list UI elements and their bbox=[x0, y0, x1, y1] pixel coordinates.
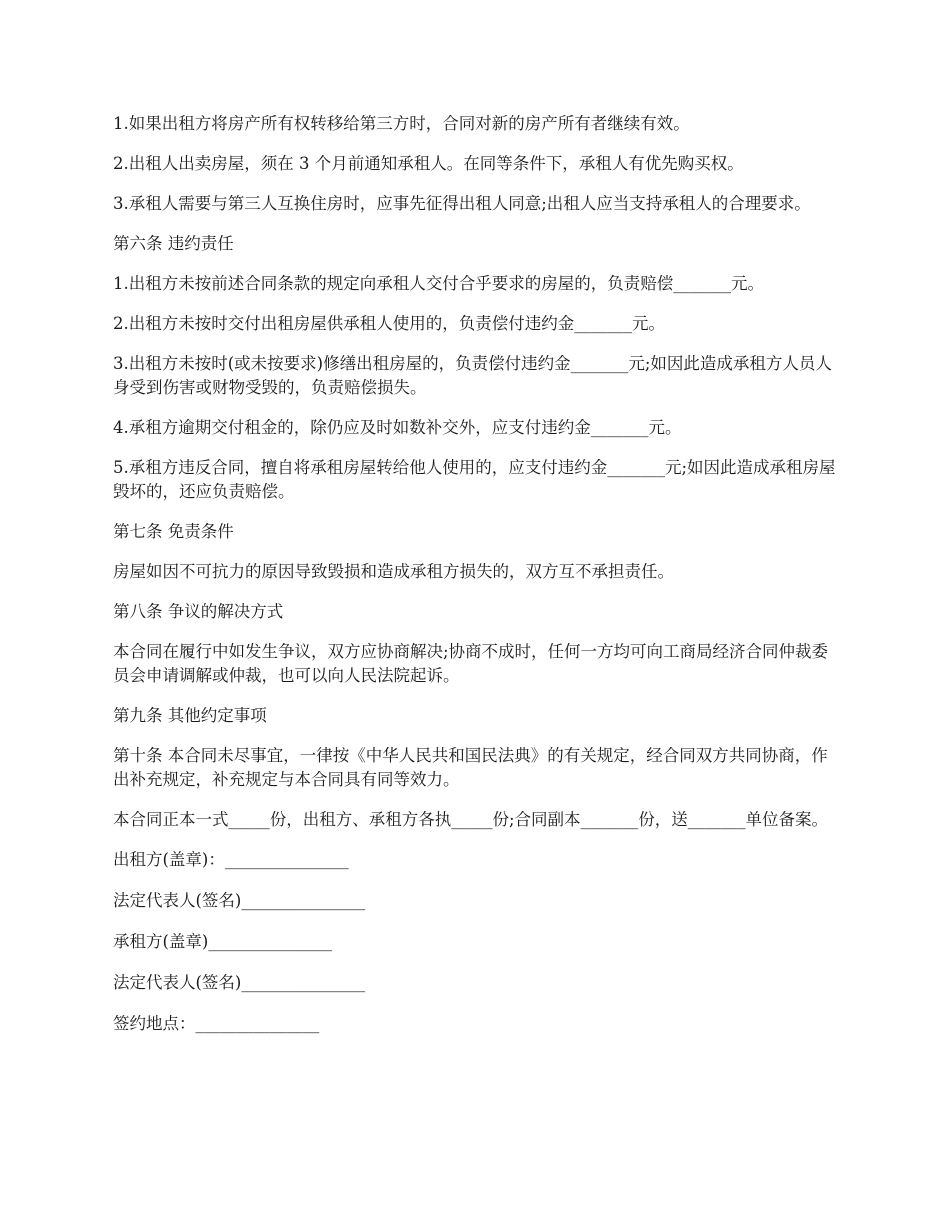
article-10-text: 第十条 本合同未尽事宜，一律按《中华人民共和国民法典》的有关规定，经合同双方共同协商，作出补充规定，补充规定与本合同具有同等效力。 bbox=[113, 746, 828, 789]
clause-exchange-housing: 3.承租人需要与第三人互换住房时，应事先征得出租人同意;出租人应当支持承租人的合理要求。 bbox=[113, 194, 811, 213]
clause-transfer-ownership: 1.如果出租方将房产所有权转移给第三方时，合同对新的房产所有者继续有效。 bbox=[113, 114, 690, 133]
clause-copies: 本合同正本一式_____份，出租方、承租方各执_____份;合同副本_______份，送_______单位备案。 bbox=[113, 810, 829, 829]
article-7-heading: 第七条 免责条件 bbox=[113, 522, 234, 541]
clause-force-majeure: 房屋如因不可抗力的原因导致毁损和造成承租方损失的，双方互不承担责任。 bbox=[113, 562, 674, 581]
lessee-rep-signature-line: 法定代表人(签名)_______________ bbox=[113, 973, 366, 992]
clause-breach-2: 2.出租方未按时交付出租房屋供承租人使用的，负责偿付违约金_______元。 bbox=[113, 314, 665, 333]
signing-place-line: 签约地点：_______________ bbox=[113, 1014, 320, 1033]
clause-breach-5: 5.承租方违反合同，擅自将承租房屋转给他人使用的，应支付违约金_______元;如因此造成承租房屋毁坏的，还应负责赔偿。 bbox=[113, 458, 836, 501]
lessor-rep-signature-line: 法定代表人(签名)_______________ bbox=[113, 891, 366, 910]
document-page bbox=[113, 112, 841, 1053]
article-8-heading: 第八条 争议的解决方式 bbox=[113, 602, 284, 621]
clause-sale-notice: 2.出租人出卖房屋，须在 3 个月前通知承租人。在同等条件下，承租人有优先购买权。 bbox=[113, 154, 744, 173]
clause-breach-1: 1.出租方未按前述合同条款的规定向承租人交付合乎要求的房屋的，负责赔偿_______元。 bbox=[113, 274, 764, 293]
clause-breach-4: 4.承租方逾期交付租金的，除仍应及时如数补交外，应支付违约金_______元。 bbox=[113, 418, 682, 437]
clause-dispute-resolution: 本合同在履行中如发生争议，双方应协商解决;协商不成时，任何一方均可向工商局经济合同仲裁委员会申请调解或仲裁，也可以向人民法院起诉。 bbox=[113, 642, 829, 685]
article-9-heading: 第九条 其他约定事项 bbox=[113, 706, 267, 725]
article-6-heading: 第六条 违约责任 bbox=[113, 234, 234, 253]
lessor-seal-line: 出租方(盖章)：_______________ bbox=[113, 850, 349, 869]
clause-breach-3: 3.出租方未按时(或未按要求)修缮出租房屋的，负责偿付违约金_______元;如因此造成承租方人员人身受到伤害或财物受毁的，负责赔偿损失。 bbox=[113, 354, 832, 397]
lessee-seal-line: 承租方(盖章)_______________ bbox=[113, 932, 333, 951]
